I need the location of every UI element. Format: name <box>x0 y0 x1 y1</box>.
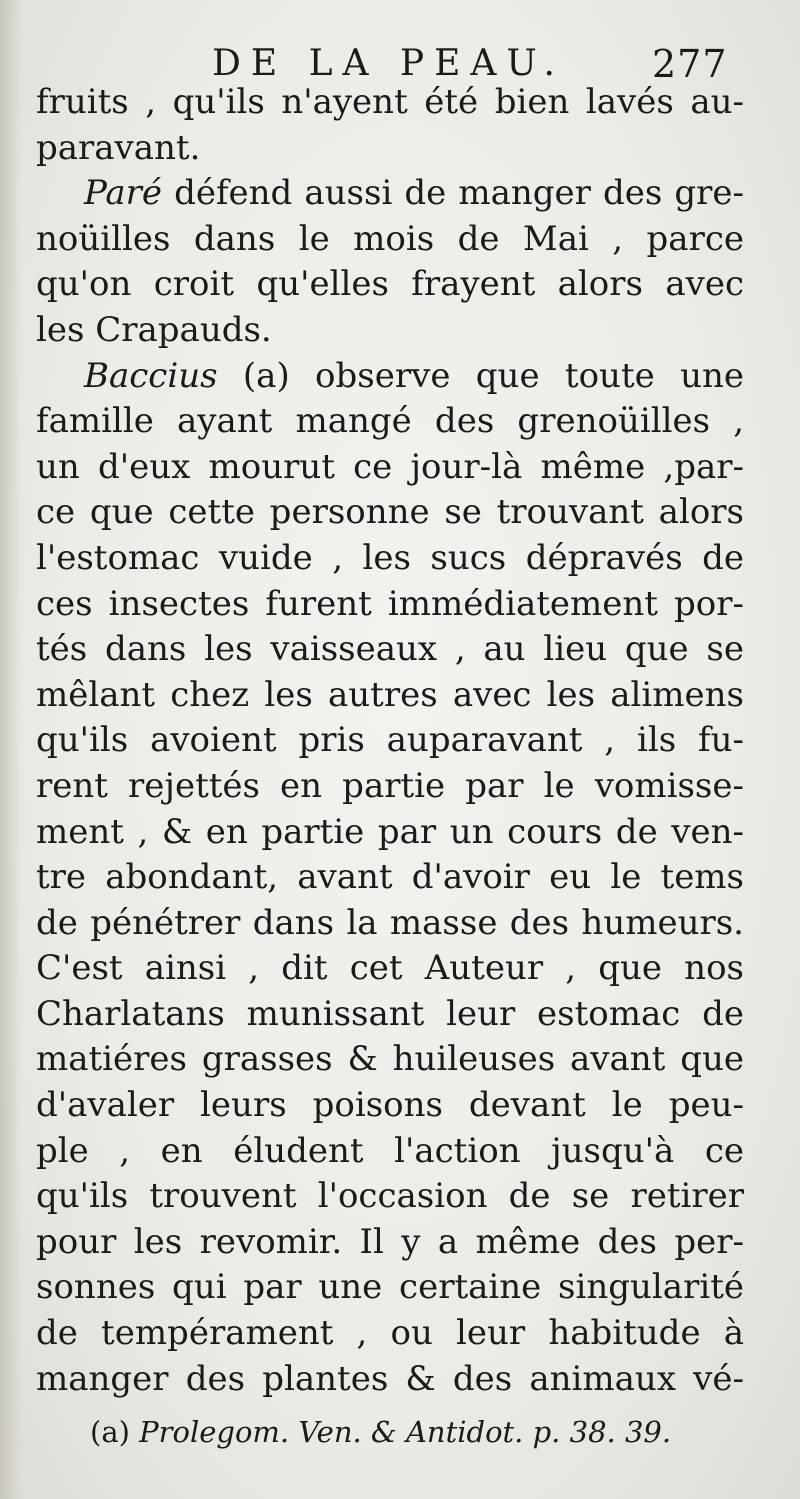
text-line: fruits , qu'ils n'ayent été bien lavés au- <box>36 82 744 122</box>
text-line: de pénétrer dans la masse des humeurs. <box>36 902 744 943</box>
footnote-marker: (a) <box>90 1415 130 1449</box>
text-line: qu'ils avoient pris auparavant , ils fu- <box>36 720 744 761</box>
text-line: qu'ils trouvent l'occasion de se retirer <box>36 1176 744 1217</box>
text-line: famille ayant mangé des grenoüilles , <box>36 401 744 442</box>
text-line: tre abondant, avant d'avoir eu le tems <box>36 857 744 898</box>
text-line: ment , & en partie par un cours de ven- <box>36 811 744 852</box>
text-line: ple , en éludent l'action jusqu'à ce <box>36 1130 744 1171</box>
italic-name: Baccius <box>84 355 218 396</box>
text-line: tés dans les vaisseaux , au lieu que se <box>36 629 744 670</box>
running-head: DE LA PEAU. <box>212 43 565 84</box>
text-line: matiéres grasses & huileuses avant que <box>36 1039 744 1080</box>
text-line: Paré défend aussi de manger des gre- <box>84 173 744 214</box>
text-line: Charlatans munissant leur estomac de <box>36 993 744 1034</box>
text-line: C'est ainsi , dit cet Auteur , que nos <box>36 948 744 989</box>
body-text <box>36 80 744 1402</box>
italic-name: Paré <box>84 173 162 214</box>
text-line: un d'eux mourut ce jour-là même ,par- <box>36 446 744 487</box>
text-line: manger des plantes & des animaux vé- <box>36 1358 744 1399</box>
text-line: l'estomac vuide , les sucs dépravés de <box>36 537 744 578</box>
text-line: sonnes qui par une certaine singularité <box>36 1267 744 1308</box>
text-line: mêlant chez les autres avec les alimens <box>36 674 744 715</box>
text-line: les Crapauds. <box>36 309 272 350</box>
text-line: pour les revomir. Il y a même des per- <box>36 1221 744 1262</box>
text-line: qu'on croit qu'elles frayent alors avec <box>36 264 744 305</box>
text-line: paravant. <box>36 127 201 168</box>
text-line: rent rejettés en partie par le vomisse- <box>36 765 744 806</box>
text-line: de tempérament , ou leur habitude à <box>36 1313 744 1354</box>
text-line: Baccius (a) observe que toute une <box>84 355 744 396</box>
footnote <box>90 1410 671 1454</box>
gutter-shadow <box>0 0 22 1499</box>
text-line: ces insectes furent immédiatement por- <box>36 583 744 624</box>
footnote-text: Prolegom. Ven. & Antidot. p. 38. 39. <box>139 1415 672 1449</box>
text-line: ce que cette personne se trouvant alors <box>36 492 744 533</box>
text-line: d'avaler leurs poisons devant le peu- <box>36 1085 744 1126</box>
page-number: 277 <box>652 42 728 86</box>
text-line: noüilles dans le mois de Mai , parce <box>36 218 744 259</box>
